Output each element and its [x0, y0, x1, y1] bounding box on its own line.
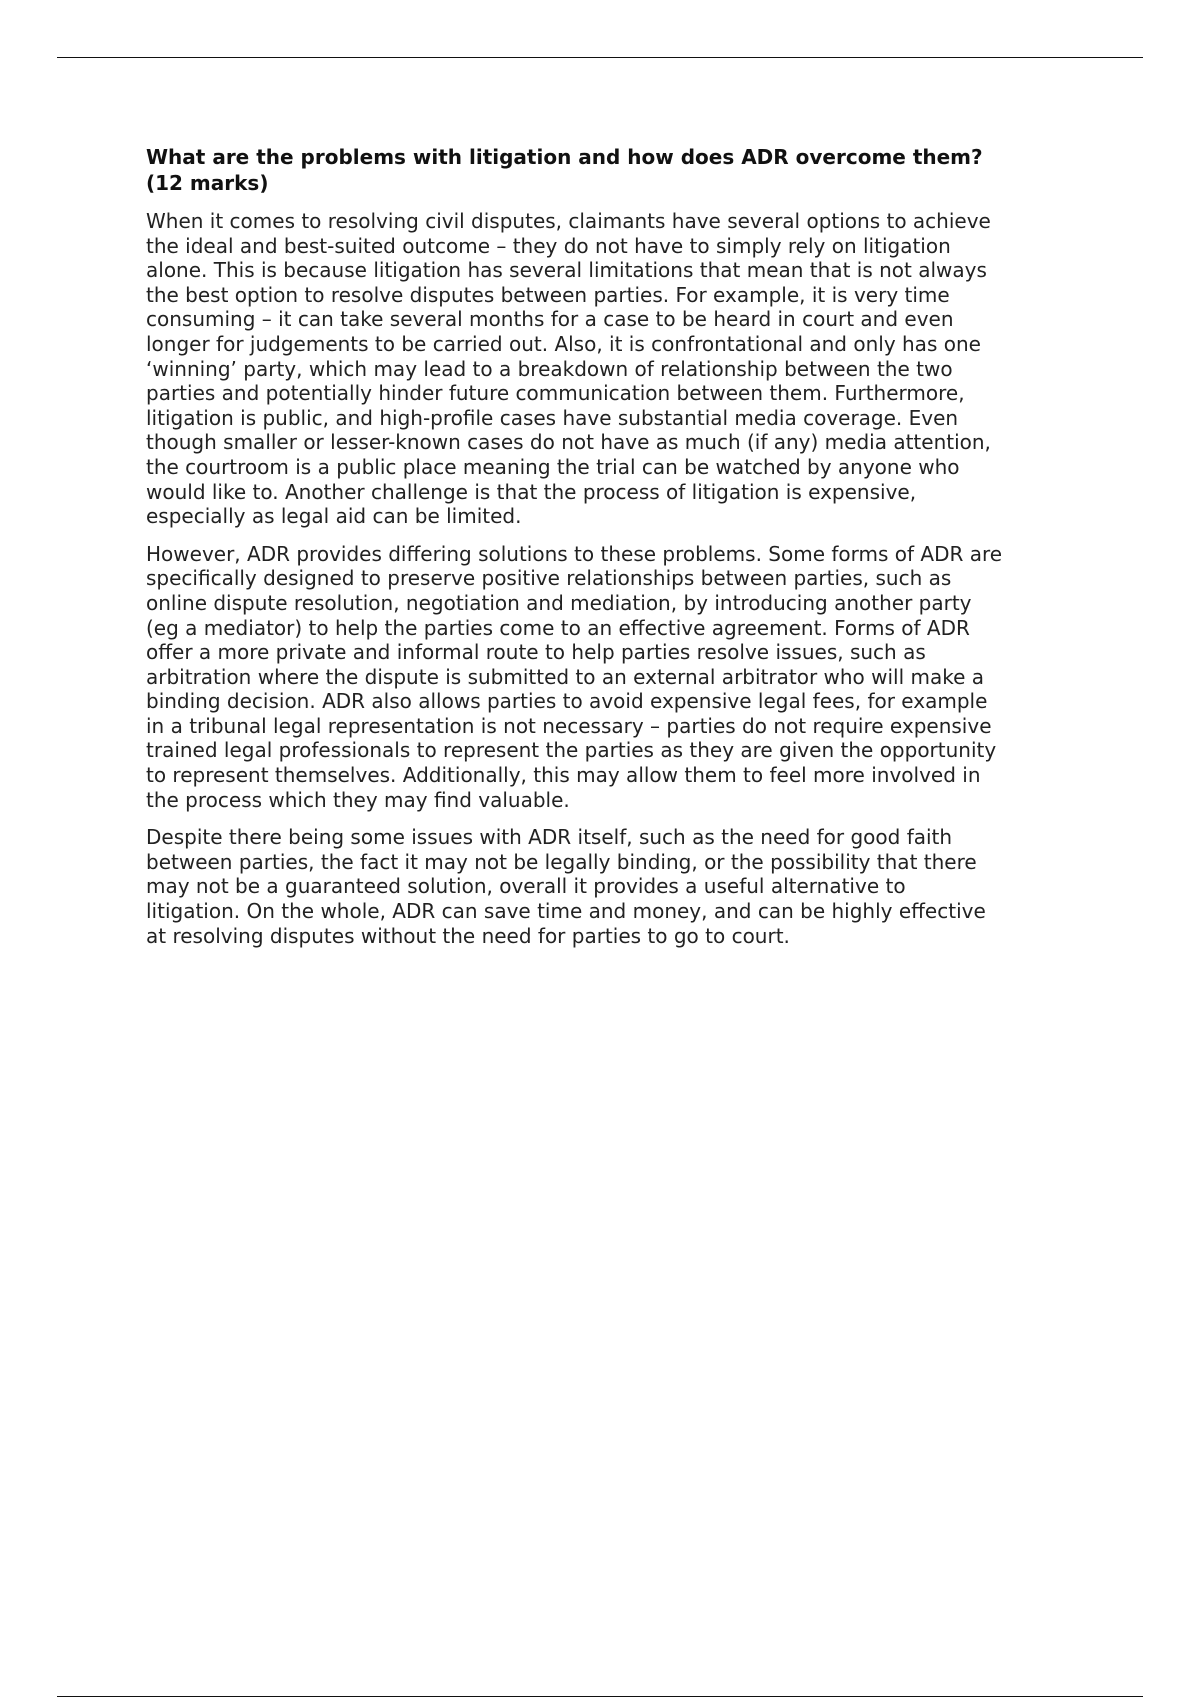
bottom-rule: [57, 1696, 1143, 1697]
paragraph-litigation-problems: [146, 209, 1066, 529]
text-line: between parties, the fact it may not be legally binding, or the possibility that there: [146, 849, 977, 874]
paragraph-conclusion: [146, 825, 1066, 948]
text-line: the courtroom is a public place meaning the trial can be watched by anyone who: [146, 454, 960, 479]
question-heading: [146, 144, 1066, 196]
text-line: longer for judgements to be carried out. Also, it is confrontational and only has one: [146, 331, 981, 356]
text-line: the ideal and best-suited outcome – they do not have to simply rely on litigation: [146, 233, 951, 258]
text-line: trained legal professionals to represent the parties as they are given the opportunity: [146, 738, 997, 763]
text-line: binding decision. ADR also allows parties to avoid expensive legal fees, for example: [146, 689, 988, 714]
text-line: litigation. On the whole, ADR can save time and money, and can be highly effective: [146, 899, 986, 924]
text-line: online dispute resolution, negotiation and mediation, by introducing another party: [146, 590, 972, 615]
text-line: the best option to resolve disputes between parties. For example, it is very time: [146, 282, 950, 307]
top-rule: [57, 57, 1143, 58]
text-line: though smaller or lesser-known cases do not have as much (if any) media attention,: [146, 430, 991, 455]
text-line: offer a more private and informal route to help parties resolve issues, such as: [146, 640, 926, 665]
text-line: When it comes to resolving civil disputes, claimants have several options to achieve: [146, 209, 991, 233]
text-line: consuming – it can take several months for a case to be heard in court and even: [146, 307, 954, 332]
text-line: arbitration where the dispute is submitted to an external arbitrator who will make a: [146, 664, 985, 689]
text-line: may not be a guaranteed solution, overall it provides a useful alternative to: [146, 874, 906, 899]
text-line: at resolving disputes without the need for parties to go to court.: [146, 923, 790, 948]
text-line: the process which they may find valuable.: [146, 787, 570, 812]
text-line: especially as legal aid can be limited.: [146, 504, 522, 529]
text-line: in a tribunal legal representation is not necessary – parties do not require expensive: [146, 713, 992, 738]
text-line: However, ADR provides differing solutions to these problems. Some forms of ADR are: [146, 541, 1003, 566]
text-line: to represent themselves. Additionally, this may allow them to feel more involved in: [146, 763, 981, 788]
document-body: [146, 144, 1066, 961]
text-line: would like to. Another challenge is that the process of litigation is expensive,: [146, 479, 917, 504]
text-line: ‘winning’ party, which may lead to a breakdown of relationship between the two: [146, 356, 953, 381]
text-line: alone. This is because litigation has several limitations that mean that is not always: [146, 258, 987, 283]
text-line: parties and potentially hinder future communication between them. Furthermore,: [146, 381, 965, 406]
paragraph-adr-solutions: [146, 542, 1066, 813]
text-line: litigation is public, and high-profile cases have substantial media coverage. Even: [146, 405, 959, 430]
text-line: Despite there being some issues with ADR itself, such as the need for good faith: [146, 825, 953, 850]
heading-line: What are the problems with litigation and how does ADR overcome them?: [146, 145, 983, 169]
text-line: (eg a mediator) to help the parties come to an effective agreement. Forms of ADR: [146, 615, 970, 640]
text-line: specifically designed to preserve positive relationships between parties, such as: [146, 566, 952, 591]
heading-line: (12 marks): [146, 171, 269, 195]
